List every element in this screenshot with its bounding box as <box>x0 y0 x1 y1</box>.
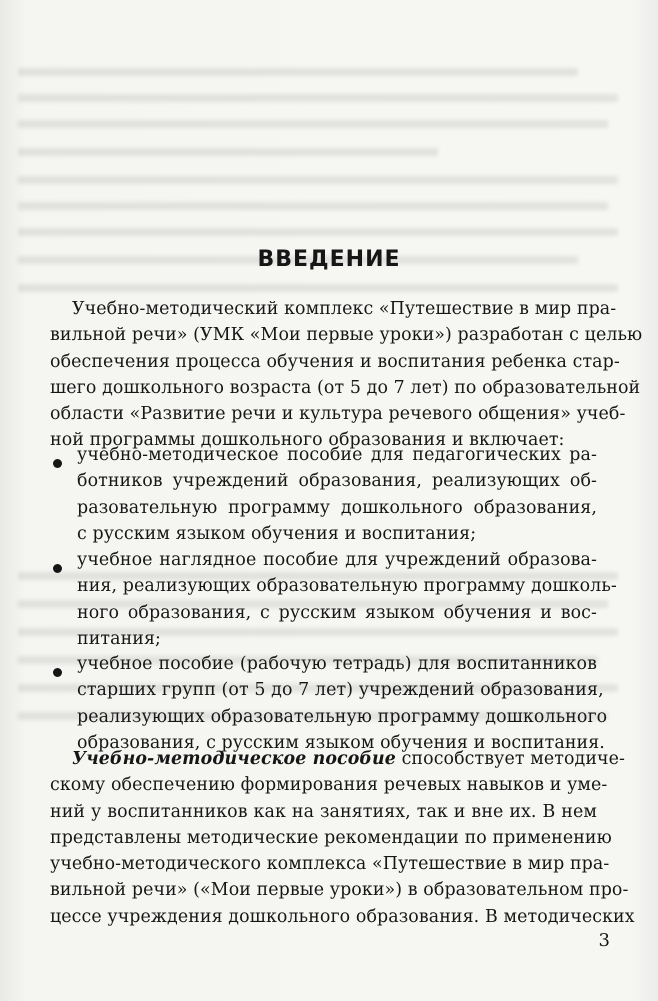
bullet-icon <box>53 564 62 573</box>
bullet-line: учебно-методическое пособие для педагогических ра- <box>77 445 597 465</box>
bullet-icon <box>53 459 62 468</box>
bullet-line: ботников учреждений образования, реализующих об- <box>77 471 597 492</box>
bullet-line: учебное наглядное пособие для учреждений образова- <box>77 550 597 570</box>
bullet-line: ного образования, с русским языком обучения и вос- <box>77 602 597 623</box>
intro-line: вильной речи» (УМК «Мои первые уроки») разработан с целью <box>50 325 643 346</box>
intro-line: области «Развитие речи и культура речевого общения» учеб- <box>50 404 626 425</box>
paragraph-line: скому обеспечению формирования речевых навыков и уме- <box>50 775 608 796</box>
intro-line: ной программы дошкольного образования и включает: <box>50 430 565 451</box>
bullet-line: учебное пособие (рабочую тетрадь) для воспитанников <box>77 654 597 674</box>
intro-line: шего дошкольного возраста (от 5 до 7 лет) по образовательной <box>50 377 641 398</box>
bullet-line: разовательную программу дошкольного образования, <box>77 497 597 518</box>
paragraph-line: учебно-методического комплекса «Путешествие в мир пра- <box>50 854 610 875</box>
intro-line: Учебно-методический комплекс «Путешествие в мир пра- <box>72 299 617 319</box>
bullet-item-2 <box>77 547 617 652</box>
page-number: 3 <box>598 930 610 951</box>
bullet-item-1 <box>77 442 597 547</box>
paragraph-line: вильной речи» («Мои первые уроки») в образовательном про- <box>50 880 629 901</box>
paragraph-line: цессе учреждения дошкольного образования. В методических <box>50 906 635 927</box>
bullet-line: образования, с русским языком обучения и воспитания. <box>77 732 605 753</box>
bullet-line: ния, реализующих образовательную программу дошколь- <box>77 576 617 597</box>
paragraph-line: представлены методические рекомендации по применению <box>50 827 612 848</box>
paragraph-first-line <box>50 746 625 772</box>
bullet-line: с русским языком обучения и воспитания; <box>77 523 477 544</box>
bullet-icon <box>53 668 62 677</box>
emphasis-term: Учебно-методическое пособие <box>72 749 396 769</box>
methodical-paragraph <box>50 746 635 930</box>
page-title: ВВЕДЕНИЕ <box>257 247 401 272</box>
intro-line: обеспечения процесса обучения и воспитания ребенка стар- <box>50 351 620 372</box>
first-line-rest: способствует методиче- <box>395 749 625 769</box>
bullet-item-3 <box>77 651 608 756</box>
bullet-line: реализующих образовательную программу дошкольного <box>77 706 608 727</box>
paragraph-line: ний у воспитанников как на занятиях, так и вне их. В нем <box>50 801 597 822</box>
bullet-line: старших групп (от 5 до 7 лет) учреждений образования, <box>77 680 604 701</box>
bullet-line: питания; <box>77 628 161 649</box>
intro-paragraph <box>50 296 643 454</box>
